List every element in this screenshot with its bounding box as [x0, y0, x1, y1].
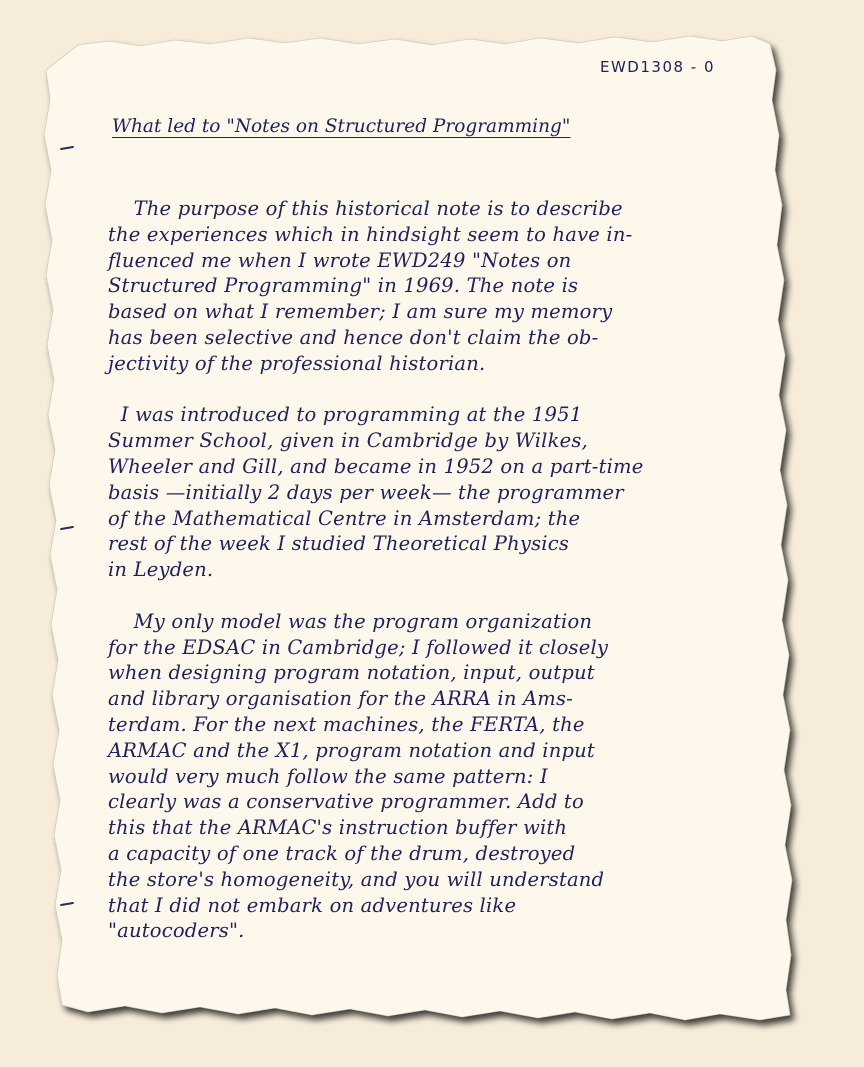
paragraph-1	[108, 196, 768, 377]
text-line: would very much follow the same pattern: I	[108, 764, 548, 788]
document-id: EWD1308 - 0	[600, 58, 716, 76]
text-line: this that the ARMAC's instruction buffer with	[108, 816, 568, 840]
text-line: ARMAC and the X1, program notation and input	[108, 738, 595, 762]
text-line: My only model was the program organization	[108, 609, 593, 633]
text-line: "autocoders".	[108, 919, 245, 943]
paragraph-2	[108, 402, 768, 583]
text-line: Structured Programming" in 1969. The note is	[108, 274, 579, 298]
text-line: that I did not embark on adventures like	[108, 893, 517, 917]
text-line: the experiences which in hindsight seem to have in-	[108, 222, 633, 246]
text-line: terdam. For the next machines, the FERTA, the	[108, 712, 585, 736]
text-line: when designing program notation, input, output	[108, 661, 595, 685]
text-line: a capacity of one track of the drum, destroyed	[108, 841, 576, 865]
text-line: jectivity of the professional historian.	[108, 351, 486, 375]
text-line: The purpose of this historical note is to describe	[108, 197, 623, 220]
page-title: What led to "Notes on Structured Programming"	[112, 116, 571, 137]
text-line: has been selective and hence don't claim the ob-	[108, 325, 599, 349]
text-line: Summer School, given in Cambridge by Wilkes,	[108, 429, 588, 453]
text-line: of the Mathematical Centre in Amsterdam; the	[108, 506, 581, 530]
text-line: clearly was a conservative programmer. Add to	[108, 790, 584, 814]
text-line: and library organisation for the ARRA in Ams-	[108, 687, 573, 711]
text-line: based on what I remember; I am sure my memory	[108, 300, 613, 324]
text-line: rest of the week I studied Theoretical Physics	[108, 532, 570, 556]
text-line: Wheeler and Gill, and became in 1952 on a part-time	[108, 454, 644, 478]
text-line: for the EDSAC in Cambridge; I followed it closely	[108, 635, 609, 659]
text-line: the store's homogeneity, and you will understand	[108, 867, 605, 891]
body-text	[108, 196, 768, 944]
text-line: in Leyden.	[108, 558, 214, 582]
text-line: basis —initially 2 days per week— the programmer	[108, 480, 624, 504]
paragraph-3	[108, 609, 768, 944]
text-line: fluenced me when I wrote EWD249 "Notes on	[108, 248, 572, 272]
text-line: I was introduced to programming at the 1951	[108, 403, 583, 427]
